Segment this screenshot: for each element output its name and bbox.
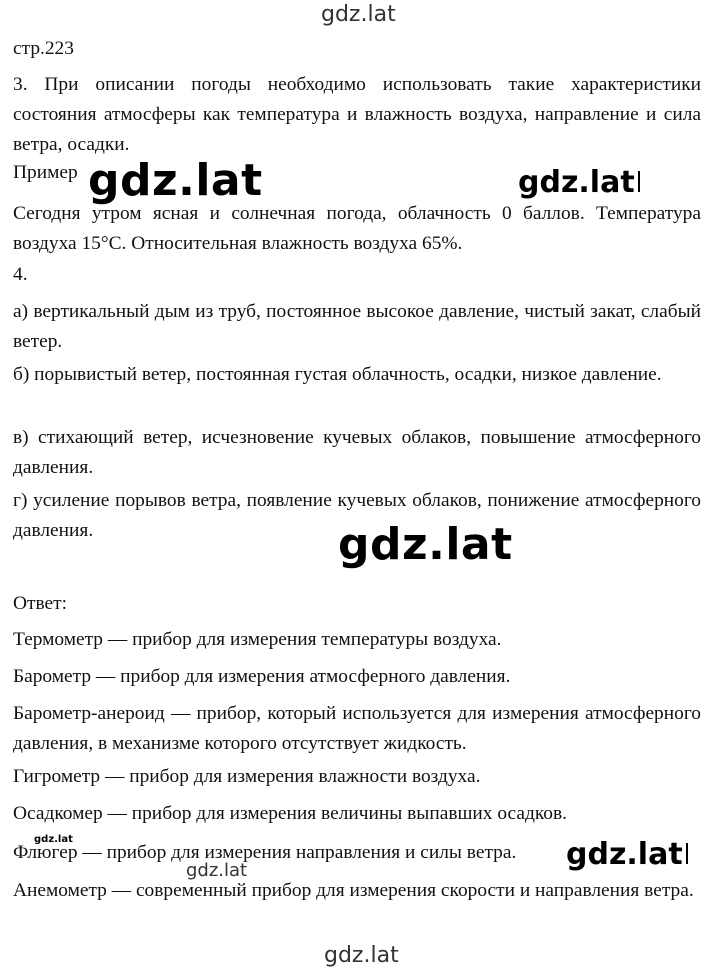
example-text: Сегодня утром ясная и солнечная погода, облачность 0 баллов. Температура воздуха 15°С. Относительная влажность воздуха 65%.	[13, 203, 701, 254]
section-4-item-b: б) порывистый ветер, постоянная густая облачность, осадки, низкое давление.	[13, 364, 662, 385]
answer-item-hygrometer: Гигрометр — прибор для измерения влажности воздуха.	[13, 766, 481, 787]
answer-item-thermometer: Термометр — прибор для измерения температуры воздуха.	[13, 629, 502, 650]
section-3-text: 3. При описании погоды необходимо использовать такие характеристики состояния атмосферы как температура и влажность воздуха, направление и сила ветра, осадки.	[13, 74, 701, 155]
watermark-top: gdz.lat	[321, 2, 396, 27]
example-label: Пример	[13, 162, 78, 183]
section-4-item-d: г) усиление порывов ветра, появление кучевых облаков, понижение атмосферного давления.	[13, 490, 701, 541]
answer-item-aneroid: Барометр-анероид — прибор, который используется для измерения атмосферного давления, в механизме которого отсутствует жидкость.	[13, 703, 701, 754]
watermark-tiny: gdz.lat	[34, 834, 73, 845]
answer-label: Ответ:	[13, 593, 67, 614]
answer-item-weather-vane: Флюгер — прибор для измерения направления и силы ветра.	[13, 842, 517, 863]
section-4-item-c: в) стихающий ветер, исчезновение кучевых облаков, повышение атмосферного давления.	[13, 427, 701, 478]
watermark-medium-1: gdz.lat	[518, 168, 640, 198]
watermark-large-2: gdz.lat	[338, 519, 513, 570]
answer-item-barometer: Барометр — прибор для измерения атмосферного давления.	[13, 666, 511, 687]
section-4-number: 4.	[13, 264, 28, 285]
answer-item-anemometer: Анемометр — современный прибор для измерения скорости и направления ветра.	[13, 880, 694, 901]
answer-item-rain-gauge: Осадкомер — прибор для измерения величины выпавших осадков.	[13, 803, 567, 824]
watermark-large-1: gdz.lat	[88, 155, 263, 206]
watermark-small-mid: gdz.lat	[186, 860, 248, 881]
section-4-item-a: а) вертикальный дым из труб, постоянное высокое давление, чистый закат, слабый ветер.	[13, 301, 701, 352]
watermark-medium-2: gdz.lat	[566, 840, 688, 870]
watermark-bottom: gdz.lat	[324, 943, 399, 968]
page-reference: стр.223	[13, 38, 74, 59]
